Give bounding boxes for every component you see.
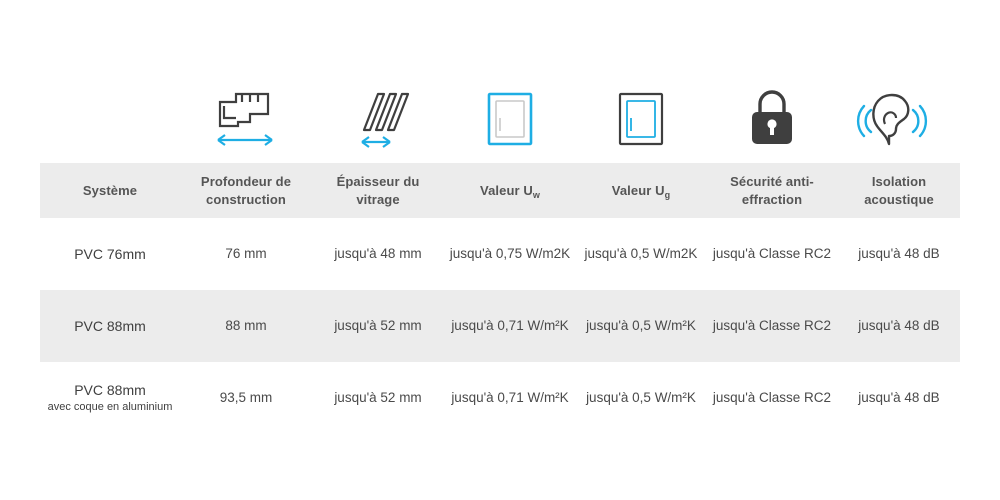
header-profondeur: Profondeur de construction bbox=[200, 173, 292, 207]
table-row bbox=[40, 218, 960, 290]
table-row bbox=[40, 362, 960, 434]
header-uw-text: Valeur U bbox=[480, 182, 533, 198]
header-valeur-uw bbox=[444, 182, 576, 200]
cell-acoustic: jusqu'à 48 dB bbox=[858, 317, 940, 333]
cell-system-name: PVC 88mm bbox=[74, 382, 146, 399]
cell-system: PVC 76mm bbox=[74, 245, 146, 262]
cell-uw: jusqu'à 0,71 W/m²K bbox=[451, 389, 569, 405]
icon-row bbox=[40, 70, 960, 160]
cell-glazing: jusqu'à 52 mm bbox=[334, 389, 422, 405]
table-header-row bbox=[40, 163, 960, 218]
cell-system bbox=[40, 381, 180, 414]
cell-acoustic: jusqu'à 48 dB bbox=[858, 245, 940, 261]
cell-uw: jusqu'à 0,75 W/m2K bbox=[449, 245, 571, 261]
header-systeme: Système bbox=[82, 182, 138, 198]
cell-security: jusqu'à Classe RC2 bbox=[712, 389, 832, 405]
cell-acoustic: jusqu'à 48 dB bbox=[858, 389, 940, 405]
cell-depth: 93,5 mm bbox=[219, 389, 273, 405]
ug-value-glass-icon bbox=[576, 70, 706, 160]
cell-glazing: jusqu'à 48 mm bbox=[334, 245, 422, 261]
header-isolation: Isolation acoustique bbox=[864, 173, 934, 207]
cell-security: jusqu'à Classe RC2 bbox=[712, 317, 832, 333]
icon-cell-system bbox=[40, 70, 180, 160]
uw-value-window-icon bbox=[444, 70, 576, 160]
header-uw-subscript: w bbox=[532, 189, 540, 200]
specs-table bbox=[40, 163, 960, 434]
glazing-thickness-icon bbox=[312, 70, 444, 160]
construction-depth-icon bbox=[180, 70, 312, 160]
ear-acoustic-icon bbox=[838, 70, 960, 160]
cell-uw: jusqu'à 0,71 W/m²K bbox=[451, 317, 569, 333]
cell-ug: jusqu'à 0,5 W/m²K bbox=[586, 389, 696, 405]
cell-depth: 76 mm bbox=[225, 245, 267, 261]
cell-system-note: avec coque en aluminium bbox=[47, 401, 173, 414]
header-ug-subscript: g bbox=[664, 189, 671, 200]
cell-security: jusqu'à Classe RC2 bbox=[712, 245, 832, 261]
padlock-security-icon bbox=[706, 70, 838, 160]
cell-ug: jusqu'à 0,5 W/m²K bbox=[586, 317, 696, 333]
cell-depth: 88 mm bbox=[225, 317, 267, 333]
cell-system: PVC 88mm bbox=[74, 317, 146, 334]
cell-glazing: jusqu'à 52 mm bbox=[334, 317, 422, 333]
header-ug-text: Valeur U bbox=[611, 182, 665, 198]
header-securite: Sécurité anti-effraction bbox=[730, 173, 814, 207]
header-epaisseur: Épaisseur du vitrage bbox=[336, 173, 420, 207]
table-row bbox=[40, 290, 960, 362]
cell-ug: jusqu'à 0,5 W/m2K bbox=[584, 245, 698, 261]
header-valeur-ug bbox=[576, 182, 706, 200]
